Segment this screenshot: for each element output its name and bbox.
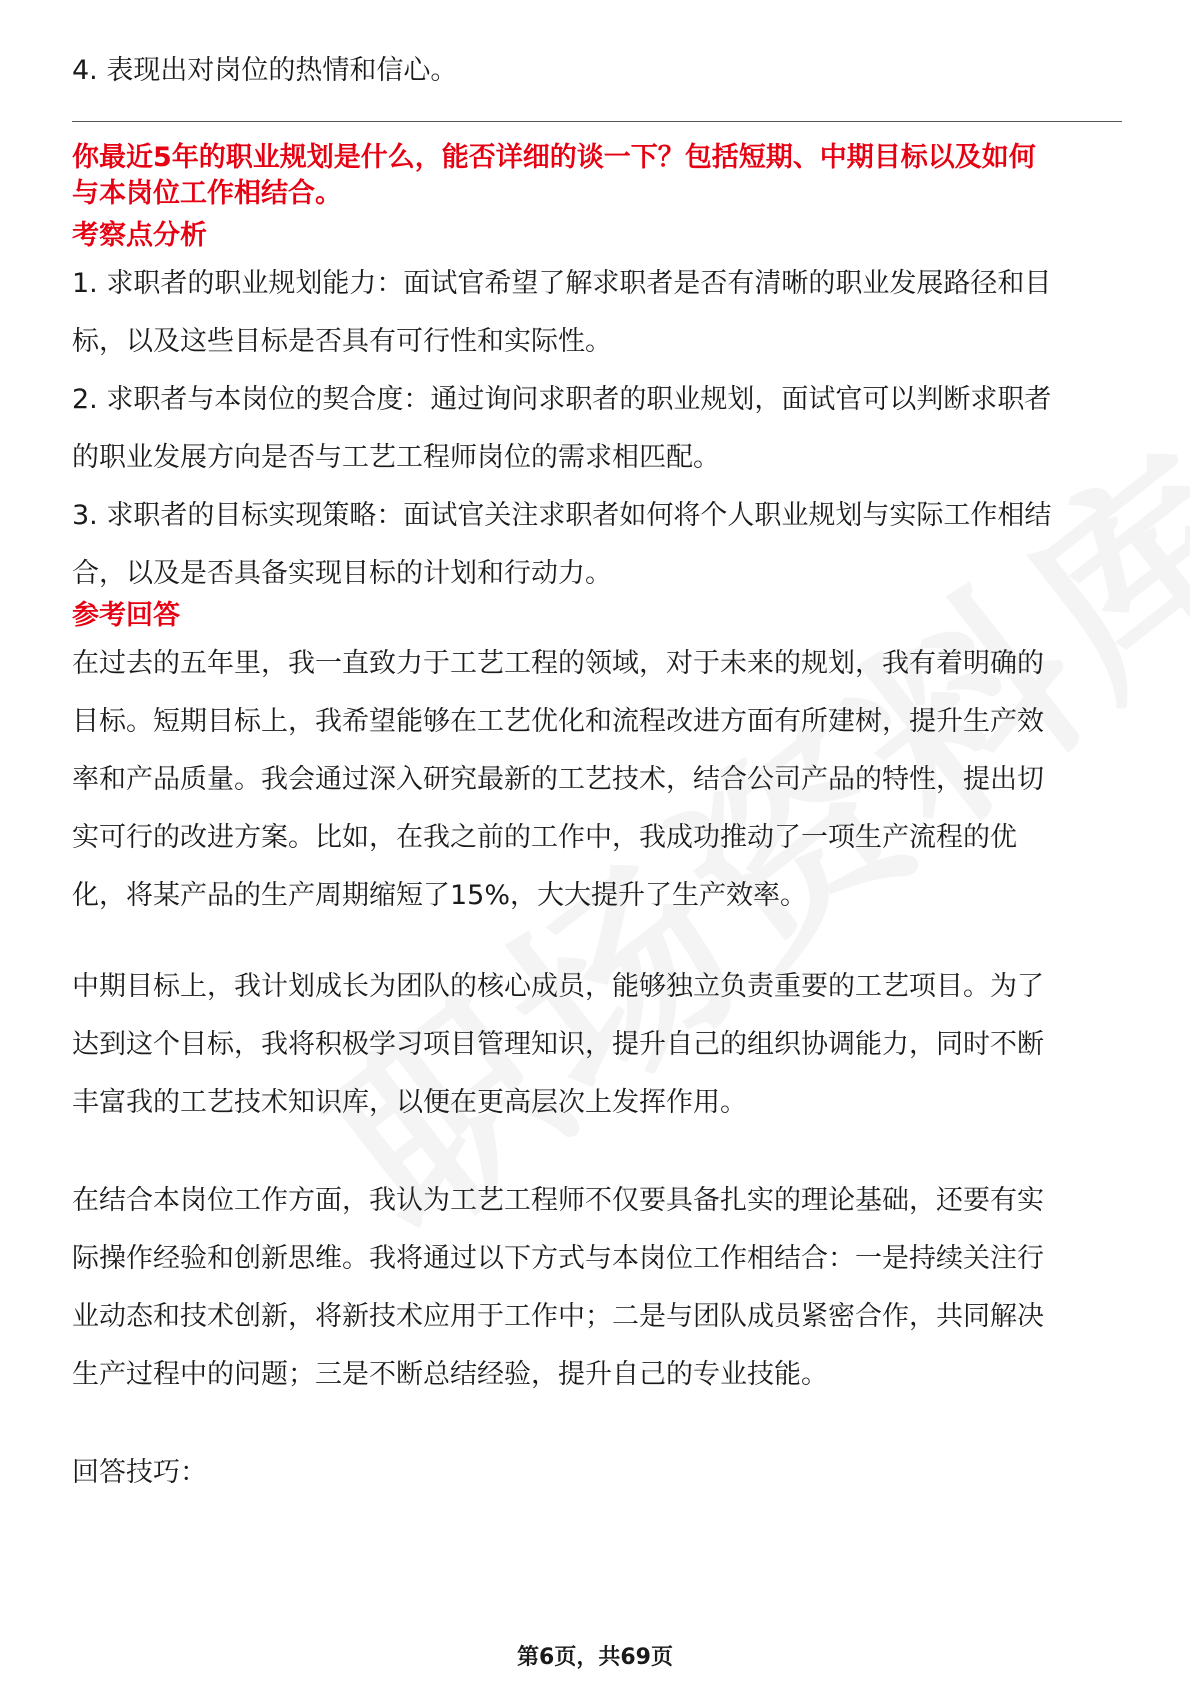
page-number: 第6页，共69页	[517, 1645, 673, 1670]
answer-paragraph-3	[72, 1172, 1044, 1404]
answer-paragraph-2	[72, 958, 1044, 1132]
answer-p3-line-3: 业动态和技术创新，将新技术应用于工作中；二是与团队成员紧密合作，共同解决	[72, 1301, 1044, 1332]
question-line-2: 与本岗位工作相结合。	[72, 178, 342, 209]
question-heading	[72, 140, 1036, 212]
answer-title: 参考回答	[72, 600, 180, 631]
answer-p3-line-2: 际操作经验和创新思维。我将通过以下方式与本岗位工作相结合：一是持续关注行	[72, 1243, 1044, 1274]
answer-p3-line-4: 生产过程中的问题；三是不断总结经验，提升自己的专业技能。	[72, 1359, 828, 1390]
answer-p1-line-1: 在过去的五年里，我一直致力于工艺工程的领域，对于未来的规划，我有着明确的	[72, 648, 1044, 679]
answer-p1-line-3: 率和产品质量。我会通过深入研究最新的工艺技术，结合公司产品的特性，提出切	[72, 764, 1044, 795]
answer-p2-line-2: 达到这个目标，我将积极学习项目管理知识，提升自己的组织协调能力，同时不断	[72, 1029, 1044, 1060]
answer-paragraph-1	[72, 635, 1044, 925]
analysis-line-5: 3. 求职者的目标实现策略：面试官关注求职者如何将个人职业规划与实际工作相结	[72, 500, 1052, 531]
answer-p1-line-2: 目标。短期目标上，我希望能够在工艺优化和流程改进方面有所建树，提升生产效	[72, 706, 1044, 737]
question-line-1: 你最近5年的职业规划是什么，能否详细的谈一下？包括短期、中期目标以及如何	[72, 142, 1036, 173]
analysis-body	[72, 255, 1051, 603]
answer-p1-line-4: 实可行的改进方案。比如，在我之前的工作中，我成功推动了一项生产流程的优	[72, 822, 1017, 853]
divider	[72, 121, 1122, 122]
analysis-line-2: 标，以及这些目标是否具有可行性和实际性。	[72, 326, 612, 357]
list-item-4: 4. 表现出对岗位的热情和信心。	[72, 55, 458, 86]
analysis-line-4: 的职业发展方向是否与工艺工程师岗位的需求相匹配。	[72, 442, 720, 473]
analysis-title: 考察点分析	[72, 220, 207, 251]
analysis-line-1: 1. 求职者的职业规划能力：面试官希望了解求职者是否有清晰的职业发展路径和目	[72, 268, 1052, 299]
answer-p2-line-1: 中期目标上，我计划成长为团队的核心成员，能够独立负责重要的工艺项目。为了	[72, 971, 1044, 1002]
answer-p3-line-1: 在结合本岗位工作方面，我认为工艺工程师不仅要具备扎实的理论基础，还要有实	[72, 1185, 1044, 1216]
answer-p1-line-5: 化，将某产品的生产周期缩短了15%，大大提升了生产效率。	[72, 880, 808, 911]
answer-p2-line-3: 丰富我的工艺技术知识库，以便在更高层次上发挥作用。	[72, 1087, 747, 1118]
tips-label: 回答技巧：	[72, 1457, 207, 1488]
analysis-line-3: 2. 求职者与本岗位的契合度：通过询问求职者的职业规划，面试官可以判断求职者	[72, 384, 1052, 415]
analysis-line-6: 合，以及是否具备实现目标的计划和行动力。	[72, 558, 612, 589]
